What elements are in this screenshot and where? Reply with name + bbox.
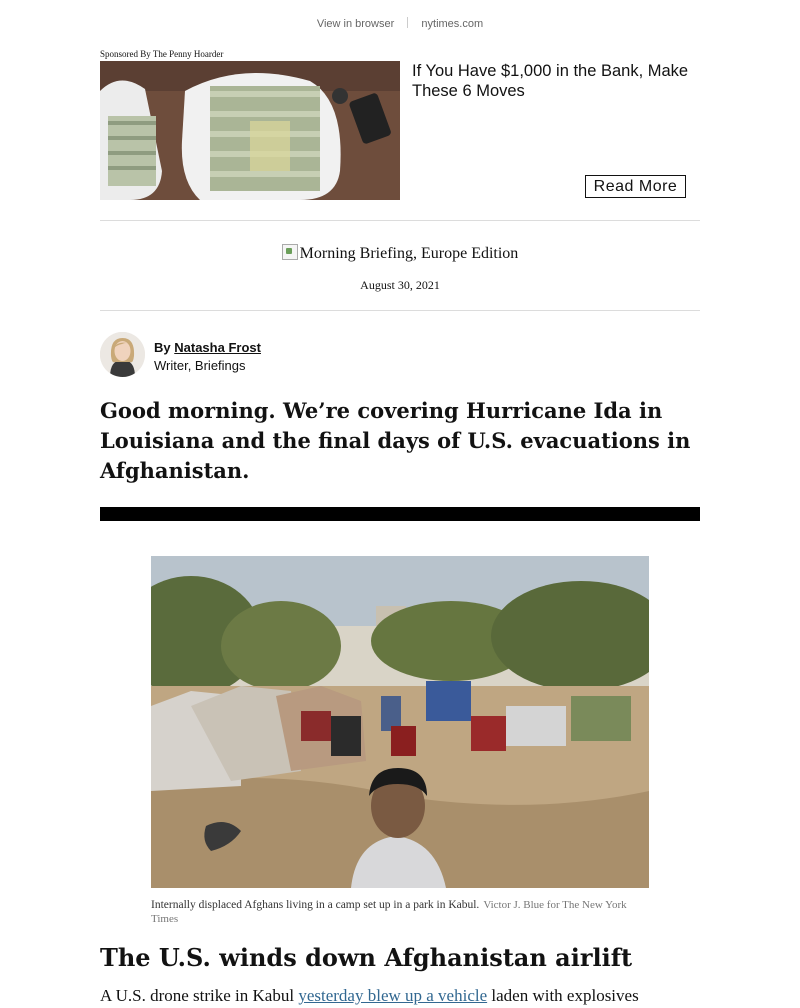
top-links xyxy=(0,17,800,30)
ad-image[interactable] xyxy=(100,61,400,200)
article-body xyxy=(100,984,720,1008)
avatar xyxy=(100,332,145,377)
photo-credit: Victor J. Blue for The New York Times xyxy=(151,899,627,925)
camp-photo xyxy=(151,556,649,888)
money-bags-illustration xyxy=(100,61,400,200)
briefing-date: August 30, 2021 xyxy=(360,278,440,292)
divider xyxy=(100,220,700,221)
body-text-start: A U.S. drone strike in Kabul xyxy=(100,986,299,1005)
intro-text: Good morning. We’re covering Hurricane Ida in Louisiana and the final days of U.S. evacuations in Afghanistan. xyxy=(100,398,691,483)
article-headline: The U.S. winds down Afghanistan airlift xyxy=(100,943,633,972)
masthead-alt-text: Morning Briefing, Europe Edition xyxy=(299,245,519,262)
view-in-browser-link[interactable]: View in browser xyxy=(316,18,395,30)
body-link[interactable]: yesterday blew up a vehicle xyxy=(298,986,488,1005)
byline-prefix: By xyxy=(154,340,171,355)
author-name-link[interactable]: Natasha Frost xyxy=(174,340,261,355)
author-role: Writer, Briefings xyxy=(154,358,246,373)
sponsor-label: Sponsored By The Penny Hoarder xyxy=(100,49,224,59)
separator xyxy=(407,17,408,28)
read-more-button[interactable]: Read More xyxy=(585,175,686,198)
broken-image-icon xyxy=(282,244,298,260)
caption-text: Internally displaced Afghans living in a camp set up in a park in Kabul. xyxy=(151,899,480,911)
nytimes-link[interactable]: nytimes.com xyxy=(421,18,484,30)
byline xyxy=(154,340,261,355)
body-text-end: laden with explosives xyxy=(487,986,639,1005)
photo-caption xyxy=(151,898,649,926)
divider xyxy=(100,310,700,311)
ad-headline[interactable]: If You Have $1,000 in the Bank, Make These 6 Moves xyxy=(412,62,689,100)
masthead-image xyxy=(0,244,800,263)
section-divider-bar xyxy=(100,507,700,521)
author-portrait xyxy=(100,332,145,377)
article-photo[interactable] xyxy=(151,556,649,888)
